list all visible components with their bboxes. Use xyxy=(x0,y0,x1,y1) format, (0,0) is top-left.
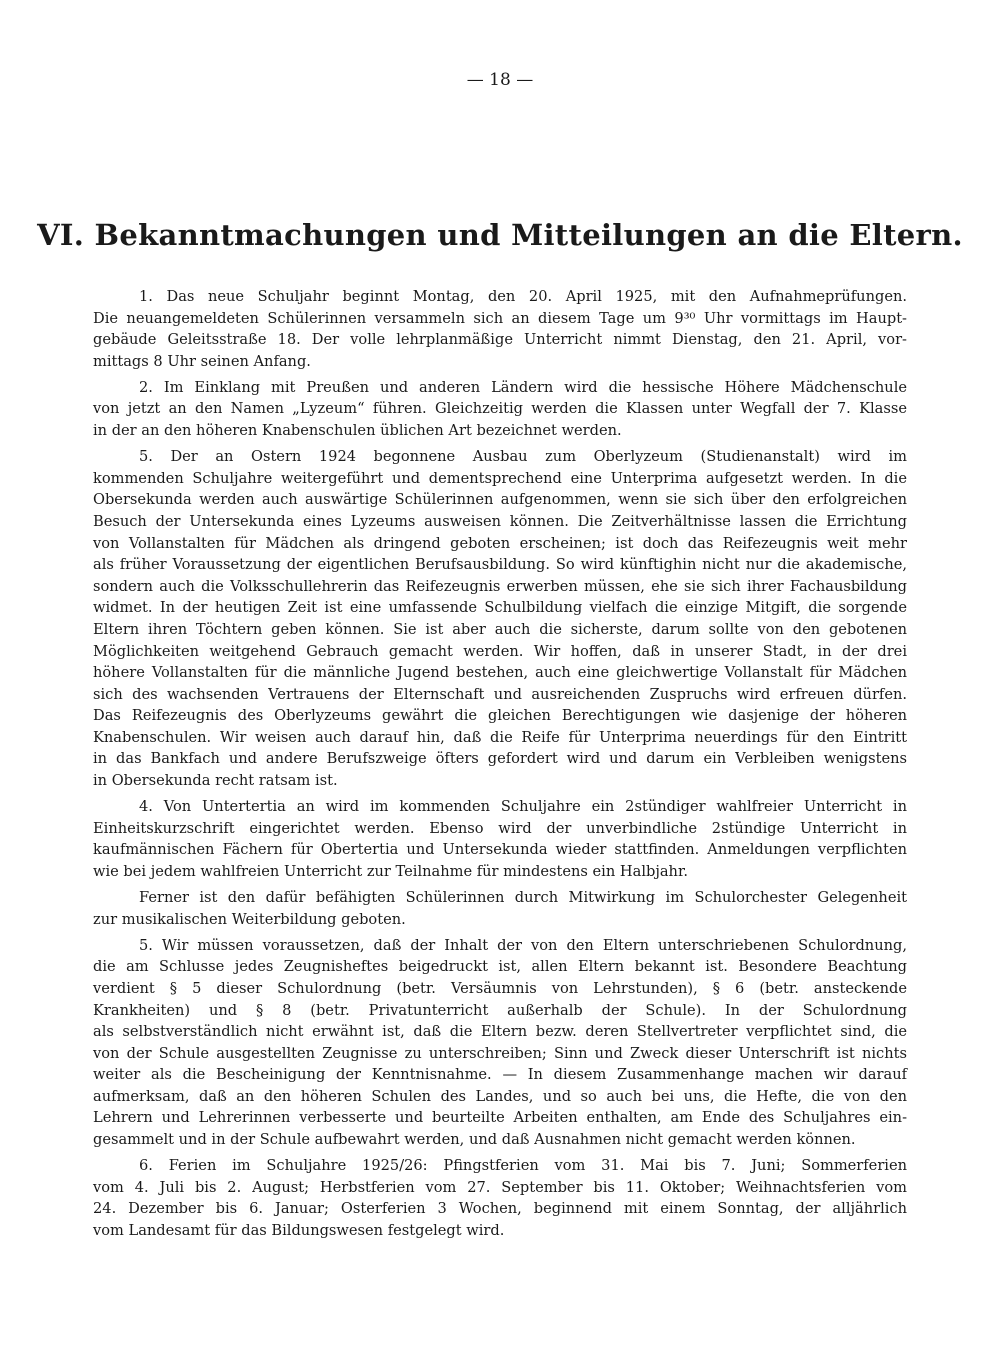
text-line: mittags 8 Uhr seinen Anfang. xyxy=(93,352,311,370)
text-line: sich des wachsenden Vertrauens der Elternschaft und ausreichenden Zuspruchs wird erfreuen dürfen. xyxy=(93,685,907,703)
text-line: 4. Von Untertertia an wird im kommenden Schuljahre ein 2stündiger wahlfreier Unterricht in xyxy=(139,798,907,816)
text-line: in Obersekunda recht ratsam ist. xyxy=(93,772,338,790)
text-line: Das Reifezeugnis des Oberlyzeums gewährt die gleichen Berechtigungen wie dasjenige der höheren xyxy=(93,707,907,725)
text-line: als früher Voraussetzung der eigentlichen Berufsausbildung. So wird künftighin nicht nur die akademische, xyxy=(93,556,907,574)
text-line: Die neuangemeldeten Schülerinnen versammeln sich an diesem Tage um 9³⁰ Uhr vormittags im Haupt- xyxy=(93,309,907,327)
text-line: Knabenschulen. Wir weisen auch darauf hin, daß die Reife für Unterprima neuerdings für den Eintritt xyxy=(93,728,907,746)
text-line: weiter als die Bescheinigung der Kenntnisnahme. — In diesem Zusammenhange machen wir darauf xyxy=(93,1066,907,1084)
text-line: als selbstverständlich nicht erwähnt ist, daß die Eltern bezw. deren Stellvertreter verpflichtet sind, die xyxy=(93,1023,907,1041)
text-line: von Vollanstalten für Mädchen als dringend geboten erscheinen; ist doch das Reifezeugnis weit mehr xyxy=(93,534,907,552)
text-line: Besuch der Untersekunda eines Lyzeums ausweisen können. Die Zeitverhältnisse lassen die Errichtung xyxy=(93,512,907,530)
text-line: vom Landesamt für das Bildungswesen festgelegt wird. xyxy=(93,1221,505,1239)
text-line: 1. Das neue Schuljahr beginnt Montag, den 20. April 1925, mit den Aufnahmeprüfungen. xyxy=(139,288,907,305)
paragraph xyxy=(93,1155,907,1241)
page-number: — 18 — xyxy=(466,70,534,90)
text-line: aufmerksam, daß an den höheren Schulen des Landes, und so auch bei uns, die Hefte, die von den xyxy=(93,1087,907,1105)
section-title: VI. Bekanntmachungen und Mitteilungen an die Eltern. xyxy=(37,218,963,252)
paragraph xyxy=(93,377,907,442)
text-line: 6. Ferien im Schuljahre 1925/26: Pfingstferien vom 31. Mai bis 7. Juni; Sommerferien xyxy=(139,1157,907,1175)
text-line: Möglichkeiten weitgehend Gebrauch gemacht werden. Wir hoffen, daß in unserer Stadt, in der drei xyxy=(93,642,907,660)
text-line: 5. Der an Ostern 1924 begonnene Ausbau zum Oberlyzeum (Studienanstalt) wird im xyxy=(139,448,907,466)
text-line: von jetzt an den Namen „Lyzeum“ führen. Gleichzeitig werden die Klassen unter Wegfall der 7. Klasse xyxy=(93,400,907,418)
text-line: höhere Vollanstalten für die männliche Jugend bestehen, auch eine gleichwertige Vollanstalt für Mädchen xyxy=(93,664,907,682)
text-line: vom 4. Juli bis 2. August; Herbstferien vom 27. September bis 11. Oktober; Weihnachtsferien vom xyxy=(93,1178,907,1196)
text-line: Ferner ist den dafür befähigten Schülerinnen durch Mitwirkung im Schulorchester Gelegenheit xyxy=(139,889,907,907)
text-line: gebäude Geleitsstraße 18. Der volle lehrplanmäßige Unterricht nimmt Dienstag, den 21. April, vor- xyxy=(93,331,907,349)
text-line: von der Schule ausgestellten Zeugnisse zu unterschreiben; Sinn und Zweck dieser Unterschrift ist nichts xyxy=(93,1044,907,1062)
text-line: zur musikalischen Weiterbildung geboten. xyxy=(93,910,406,928)
paragraph xyxy=(93,796,907,882)
paragraph xyxy=(93,286,907,372)
text-line: wie bei jedem wahlfreien Unterricht zur Teilnahme für mindestens ein Halbjahr. xyxy=(93,862,688,880)
text-line: 24. Dezember bis 6. Januar; Osterferien 3 Wochen, beginnend mit einem Sonntag, der alljährlich xyxy=(93,1200,907,1218)
paragraph xyxy=(93,887,907,930)
text-line: die am Schlusse jedes Zeugnisheftes beigedruckt ist, allen Eltern bekannt ist. Besondere Beachtung xyxy=(93,958,907,976)
text-line: Obersekunda werden auch auswärtige Schülerinnen aufgenommen, wenn sie sich über den erfolgreichen xyxy=(93,491,907,509)
text-line: widmet. In der heutigen Zeit ist eine umfassende Schulbildung vielfach die einzige Mitgift, die sorgende xyxy=(93,599,907,617)
text-line: 5. Wir müssen voraussetzen, daß der Inhalt der von den Eltern unterschriebenen Schulordnung, xyxy=(139,936,907,954)
text-line: in der an den höheren Knabenschulen üblichen Art bezeichnet werden. xyxy=(93,422,622,440)
text-line: sondern auch die Volksschullehrerin das Reifezeugnis erwerben müssen, ehe sie sich ihrer Fachausbildung xyxy=(93,577,907,595)
text-line: Einheitskurzschrift eingerichtet werden. Ebenso wird der unverbindliche 2stündige Unterricht in xyxy=(93,819,907,837)
document-body xyxy=(93,286,907,1246)
text-line: in das Bankfach und andere Berufszweige öfters gefordert wird und darum ein Verbleiben wenigstens xyxy=(93,750,907,768)
text-line: Eltern ihren Töchtern geben können. Sie ist aber auch die sicherste, darum sollte von den gebotenen xyxy=(93,620,907,638)
text-line: kaufmännischen Fächern für Obertertia und Untersekunda wieder stattfinden. Anmeldungen verpflichten xyxy=(93,841,907,859)
text-line: Lehrern und Lehrerinnen verbesserte und beurteilte Arbeiten enthalten, am Ende des Schuljahres ein- xyxy=(93,1109,907,1127)
text-line: kommenden Schuljahre weitergeführt und dementsprechend eine Unterprima aufgesetzt werden. In die xyxy=(93,469,907,487)
text-line: verdient § 5 dieser Schulordnung (betr. Versäumnis von Lehrstunden), § 6 (betr. ansteckende xyxy=(93,979,907,997)
text-line: Krankheiten) und § 8 (betr. Privatunterricht außerhalb der Schule). In der Schulordnung xyxy=(93,1001,907,1019)
text-line: 2. Im Einklang mit Preußen und anderen Ländern wird die hessische Höhere Mädchenschule xyxy=(139,378,907,396)
text-line: gesammelt und in der Schule aufbewahrt werden, und daß Ausnahmen nicht gemacht werden können. xyxy=(93,1131,856,1149)
paragraph xyxy=(93,446,907,792)
paragraph xyxy=(93,935,907,1151)
